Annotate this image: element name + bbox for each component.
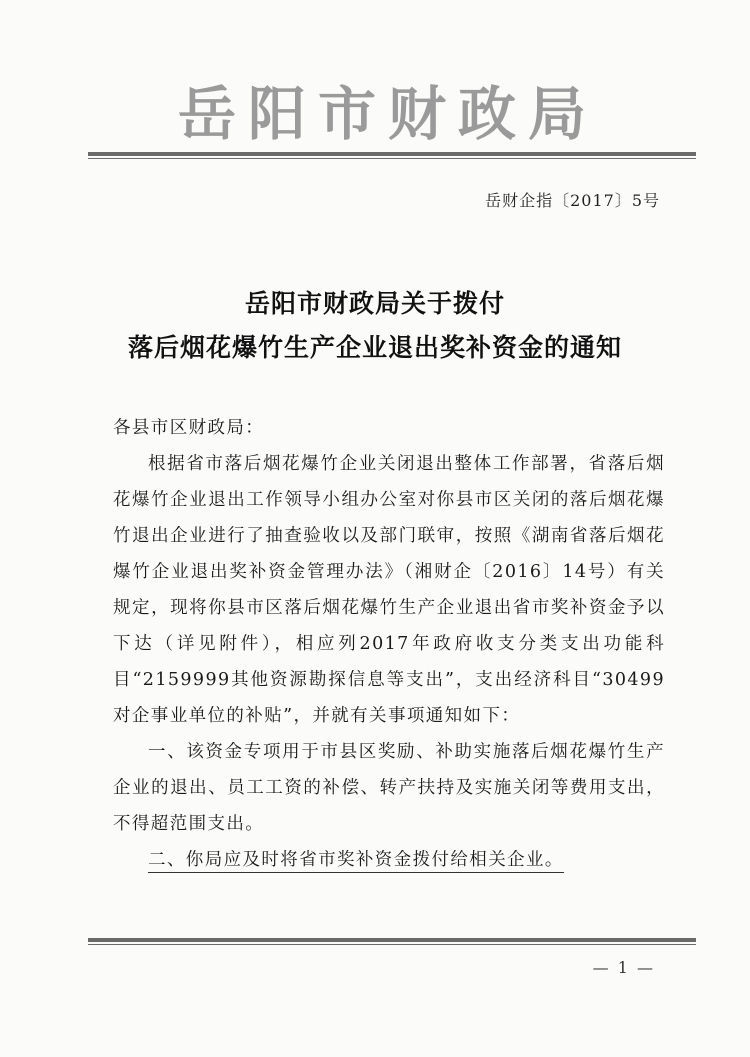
salutation: 各县市区财政局：: [113, 418, 265, 438]
letterhead-title: 岳阳市财政局: [177, 80, 598, 148]
header-rule-thin: [88, 158, 696, 159]
paragraph-item-2-text: 二、你局应及时将省市奖补资金拨付给相关企业。: [148, 850, 564, 873]
notice-body: [113, 410, 665, 878]
footer-rule-thick: [88, 938, 696, 942]
footer-rule-thin: [88, 944, 696, 945]
paragraph-item-2: [113, 842, 665, 878]
paragraph-item-1: 一、该资金专项用于市县区奖励、补助实施落后烟花爆竹生产企业的退出、员工工资的补偿、转产扶持及实施关闭等费用支出，不得超范围支出。: [113, 742, 665, 834]
header-rule-thick: [88, 152, 696, 156]
paragraph-intro: 根据省市落后烟花爆竹企业关闭退出整体工作部署，省落后烟花爆竹企业退出工作领导小组办公室对你县市区关闭的落后烟花爆竹退出企业进行了抽查验收以及部门联审，按照《湖南省落后烟花爆竹企业退出奖补资金管理办法》（湘财企〔2016〕14号）有关规定，现将你县市区落后烟花爆竹生产企业退出省市奖补资金予以下达（详见附件），相应列2017年政府收支分类支出功能科目“2159999其他资源勘探信息等支出”，支出经济科目“30499对企事业单位的补贴”，并就有关事项通知如下：: [113, 454, 665, 726]
notice-title-line2: 落后烟花爆竹生产企业退出奖补资金的通知: [127, 333, 622, 362]
document-number: 岳财企指〔2017〕5号: [485, 191, 660, 210]
notice-title-line1: 岳阳市财政局关于拨付: [244, 289, 505, 318]
page-number: — 1 —: [592, 958, 655, 977]
